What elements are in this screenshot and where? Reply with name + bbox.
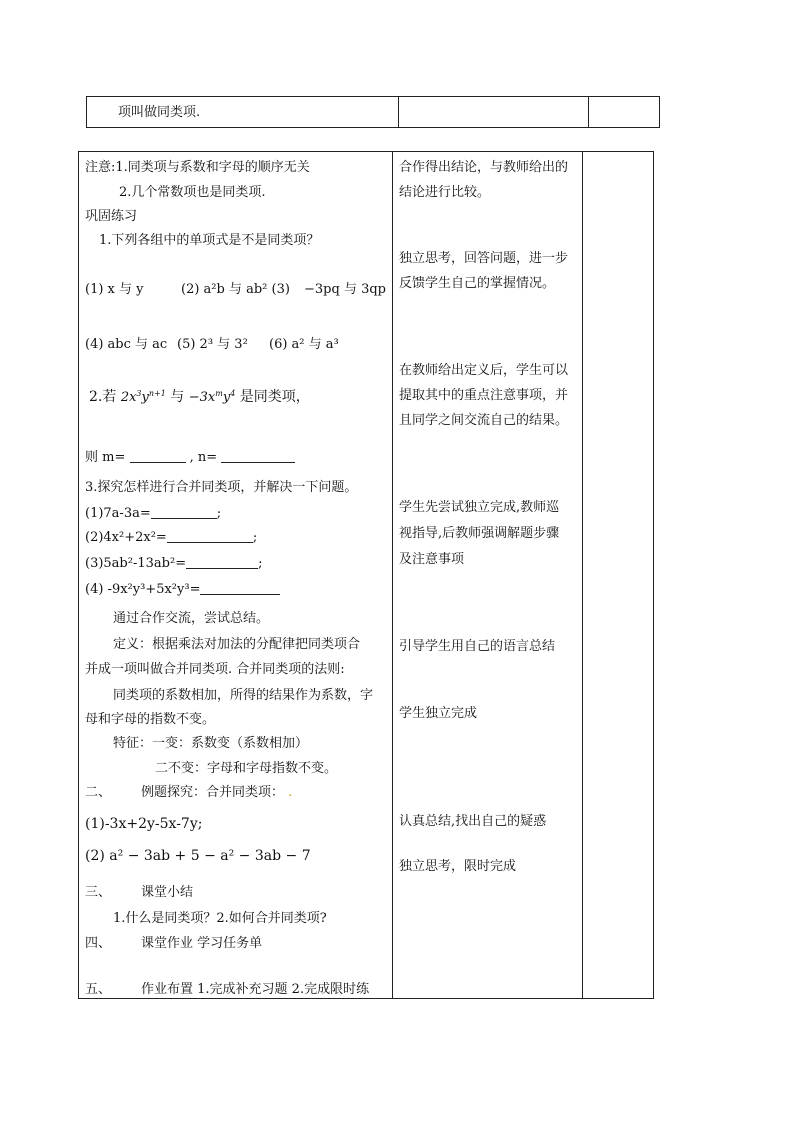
q1-item-3: −3pq 与 3qp: [304, 282, 386, 297]
section-2-number: 二、: [85, 785, 112, 800]
practice-title: 巩固练习: [85, 209, 138, 224]
definition-line-2: 并成一项叫做合并同类项. 合并同类项的法则:: [85, 662, 345, 677]
note-line-2: 2.几个常数项也是同类项.: [119, 185, 266, 200]
section-5-heading: 作业布置 1.完成补充习题 2.完成限时练: [141, 982, 370, 997]
section-3-heading: 课堂小结: [141, 885, 194, 900]
main-table: [78, 151, 654, 999]
q3-item-2-blank[interactable]: [167, 530, 253, 543]
q1-item-5: (5) 2³ 与 3²: [177, 337, 248, 352]
q2-prefix: 2.若: [89, 389, 117, 405]
activity-7: 认真总结,找出自己的疑惑: [399, 814, 547, 829]
q3-item-4-blank[interactable]: [200, 582, 280, 595]
activity-3-line-2: 提取其中的重点注意事项，并: [399, 388, 569, 403]
note-line-1: 注意:1.同类项与系数和字母的顺序无关: [85, 160, 310, 175]
activity-column: [393, 152, 583, 999]
question-1: 1.下列各组中的单项式是不是同类项？: [99, 233, 320, 248]
activity-2-line-2: 反馈学生自己的掌握情况。: [399, 276, 556, 291]
feature-line-2: 二不变：字母和字母指数不变。: [155, 761, 338, 776]
top-cell-content: [87, 97, 399, 128]
activity-4-line-3: 及注意事项: [399, 552, 465, 567]
example-1: (1)-3x+2y-5x-7y;: [85, 816, 203, 832]
activity-1-line-2: 结论进行比较。: [399, 185, 491, 200]
q1-item-1: (1) x 与 y: [85, 282, 144, 297]
activity-3-line-3: 且同学之间交流自己的结果。: [399, 413, 569, 428]
question-3: 3.探究怎样进行合并同类项，并解决一下问题。: [85, 480, 358, 495]
q1-item-6: (6) a² 与 a³: [269, 337, 339, 352]
example-2: (2) a² − 3ab + 5 − a² − 3ab − 7: [85, 848, 311, 864]
activity-1-line-1: 合作得出结论，与教师给出的: [399, 160, 569, 175]
q2-connector: 与: [170, 389, 185, 405]
top-cell-right: [589, 97, 660, 128]
q3-item-1-text: (1)7a-3a=: [85, 506, 151, 521]
activity-4-line-1: 学生先尝试独立完成,教师巡: [399, 500, 560, 515]
section-4-heading: 课堂作业 学习任务单: [141, 936, 263, 951]
feature-line-1: 特征：一变：系数变（系数相加）: [113, 736, 309, 751]
section-2-heading: [141, 785, 292, 801]
n-answer-blank[interactable]: [221, 450, 295, 463]
decorative-dot: .: [288, 785, 293, 800]
question-2: [89, 389, 310, 406]
q3-item-2-text: (2)4x²+2x²=: [85, 530, 167, 545]
q3-item-1: (1)7a-3a= ;: [85, 506, 222, 521]
q3-item-3: (3)5ab²-13ab²= ;: [85, 556, 263, 571]
activity-2-line-1: 独立思考，回答问题，进一步: [399, 251, 569, 266]
notes-column: [583, 152, 654, 999]
q3-item-4: [85, 582, 280, 598]
top-table: [86, 96, 660, 128]
rule-line-1: 同类项的系数相加，所得的结果作为系数，字: [113, 688, 374, 703]
summary-questions: 1.什么是同类项？2.如何合并同类项?: [113, 911, 327, 926]
q2-term-2: $-3x^my^4$: [188, 389, 236, 405]
activity-4-line-2: 视指导,后教师强调解题步骤: [399, 526, 560, 541]
activity-5: 引导学生用自己的语言总结: [399, 639, 556, 654]
q3-item-2: (2)4x²+2x²= ;: [85, 530, 258, 545]
coop-text: 通过合作交流，尝试总结。: [113, 611, 270, 626]
top-cell-middle: [399, 97, 589, 128]
q1-item-2: (2) a²b 与 ab² (3): [181, 282, 290, 297]
section-2-text: 例题探究：合并同类项：: [141, 785, 285, 800]
q3-item-3-text: (3)5ab²-13ab²=: [85, 556, 187, 571]
definition-line-1: 定义：根据乘法对加法的分配律把同类项合: [113, 637, 361, 652]
q3-item-3-blank[interactable]: [186, 556, 258, 569]
q3-item-4-text: (4) -9x²y³+5x²y³=: [85, 582, 201, 597]
activity-6: 学生独立完成: [399, 706, 478, 721]
q2-then: 则 m=: [85, 450, 126, 465]
q2-answer-line: [85, 450, 295, 466]
rule-line-2: 母和字母的指数不变。: [85, 712, 216, 727]
q2-suffix: 是同类项，: [239, 389, 310, 405]
top-row-text: 项叫做同类项.: [118, 105, 201, 120]
section-5-number: 五、: [85, 982, 112, 997]
q2-term-1: $2x^3y^{n+1}$: [120, 389, 166, 405]
activity-3-line-1: 在教师给出定义后，学生可以: [399, 363, 569, 378]
content-column: [79, 152, 393, 999]
section-4-number: 四、: [85, 936, 112, 951]
q3-item-1-blank[interactable]: [151, 506, 217, 519]
section-3-number: 三、: [85, 885, 112, 900]
m-answer-blank[interactable]: [130, 450, 186, 463]
q1-item-4: (4) abc 与 ac: [85, 337, 168, 352]
activity-8: 独立思考，限时完成: [399, 859, 517, 874]
q2-n-label: , n=: [189, 450, 218, 465]
